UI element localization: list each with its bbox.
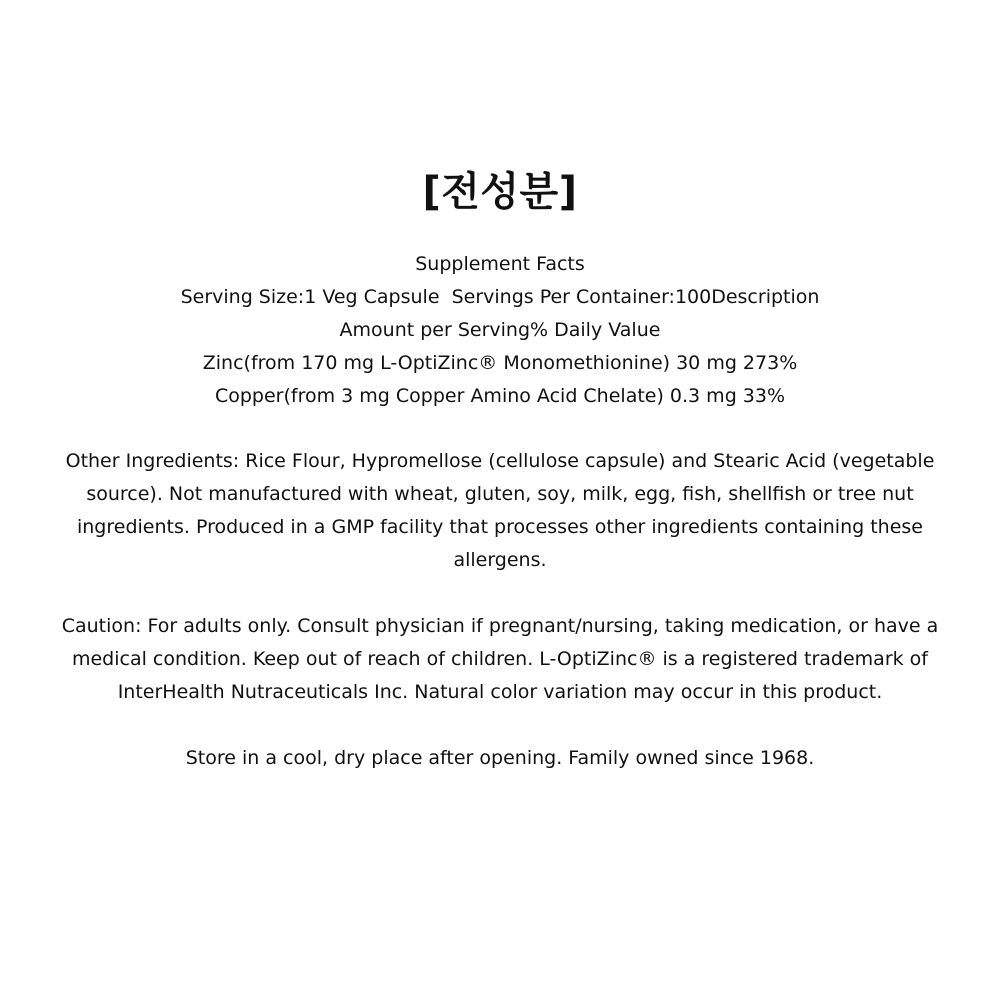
facts-row-copper: Copper(from 3 mg Copper Amino Acid Chelate) 0.3 mg 33% <box>214 385 786 407</box>
supplement-facts <box>0 248 1000 413</box>
serving-info: Serving Size:1 Veg Capsule Servings Per Container:100Description <box>180 286 820 308</box>
storage-text: Store in a cool, dry place after opening. Family owned since 1968. <box>185 747 815 769</box>
page-title: [전성분] <box>422 169 578 215</box>
other-ingredients: Other Ingredients: Rice Flour, Hypromellose (cellulose capsule) and Stearic Acid (vegetable source). Not manufactured with wheat, gluten, soy, milk, egg, fish, shellfish or tree nut ingredients. Produced in a GMP facility that processes other ingredients containing these allergens. <box>65 450 935 571</box>
facts-row-zinc: Zinc(from 170 mg L-OptiZinc® Monomethionine) 30 mg 273% <box>202 352 798 374</box>
facts-column-headers: Amount per Serving% Daily Value <box>339 319 661 341</box>
caution-text: Caution: For adults only. Consult physician if pregnant/nursing, taking medication, or have a medical condition. Keep out of reach of children. L-OptiZinc® is a registered trademark of InterHealth Nutraceuticals Inc. Natural color variation may occur in this product. <box>61 615 939 703</box>
supplement-facts-heading: Supplement Facts <box>415 253 585 275</box>
